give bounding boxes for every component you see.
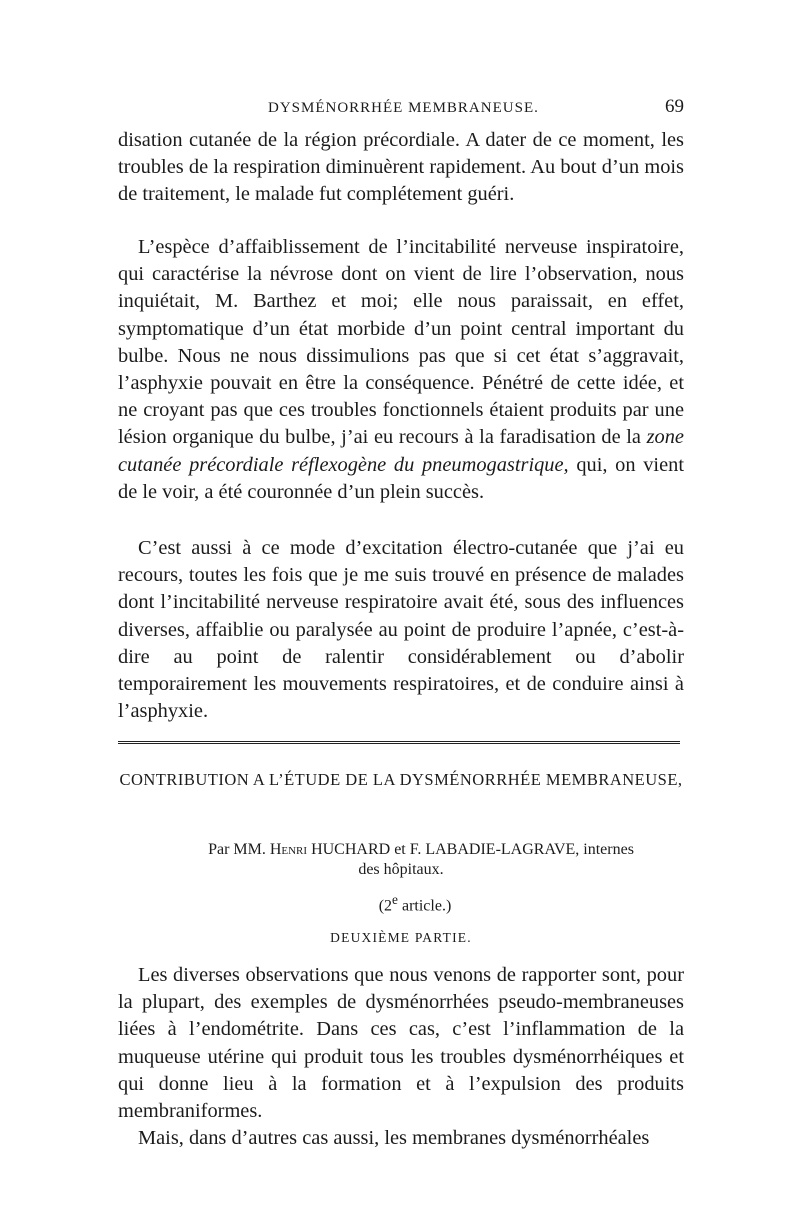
paragraph: Mais, dans d’autres cas aussi, les membranes dysménorrhéales [138,1127,650,1150]
paragraph-text: qui, on vient de le voir, a été couronnée d’un plein succès. [118,453,684,503]
byline-affiliation-line: des hôpitaux. [358,861,444,878]
author-name: F. LABADIE-LAGRAVE [409,841,576,858]
paragraph: C’est aussi à ce mode d’excitation électro-cutanée que j’ai eu recours, toutes les fois que je me suis trouvé en présence de malades dont l’incitabilité nerveuse respiratoire avait été, sous des influences diverses, affaiblie ou paralysée au point de produire l’apnée, c’est-à-dire au point de ralentir considérablement ou d’abolir temporairement les mouvements respiratoires, et de conduire ainsi à l’asphyxie. [118,537,684,723]
italic-phrase: zone cutanée précordiale réflexogène du pneumogastrique, [118,426,684,476]
paragraph: disation cutanée de la région précordiale. A dater de ce moment, les troubles de la respiration diminuèrent rapidement. Au bout d’un mois de traitement, le malade fut complétement guéri. [118,129,684,206]
section-divider [118,741,680,744]
part-heading: DEUXIÈME PARTIE. [330,930,472,945]
paragraph: Les diverses observations que nous venons de rapporter sont, pour la plupart, des exemples de dysménorrhées pseudo-membraneuses liées à l’endométrite. Dans ces cas, c’est l’inflammation de la muqueuse utérine qui produit tous les troubles dysménorrhéiques et qui donne lieu à la formation et à l’expulsion des produits membraniformes. [118,964,684,1123]
note-open: (2 [378,897,393,915]
page-number: 69 [665,96,684,117]
author-surname: HUCHARD [307,841,391,858]
paragraph-text: L’espèce d’affaiblissement de l’incitabilité nerveuse inspiratoire, qui caractérise la névrose dont on vient de lire l’observation, nous inquiétait, M. Barthez et moi; elle nous paraissait, en effet, symptomatique d’un état morbide d’un point central important du bulbe. Nous ne nous dissimulions pas que si cet état s’aggravait, l’asphyxie pouvait en être la conséquence. Pénétré de cette idée, et ne croyant pas que ces troubles fonctionnels étaient produits par une lésion organique du bulbe, j’ai eu recours à la faradisation de la [118,236,684,449]
byline-affiliation: , internes [575,841,634,858]
byline-conjunction: et [390,841,410,858]
running-title: DYSMÉNORRHÉE MEMBRANEUSE. [268,100,539,116]
byline-prefix: Par MM. [208,841,270,858]
note-close: article.) [397,897,452,915]
text-block-discussion [118,234,684,506]
paragraph [118,234,684,506]
byline-line [118,840,684,860]
text-block-continuation [118,127,684,209]
article-byline [118,840,684,880]
author-first-name: Henri [269,841,308,858]
article-title: CONTRIBUTION A L’ÉTUDE DE LA DYSMÉNORRHÉE MEMBRANEUSE, [119,770,683,789]
note-superscript: e [392,892,398,907]
article-installment-note [118,892,698,915]
text-block-conclusion [118,535,684,725]
running-head [118,96,684,126]
text-block-article [118,962,684,1152]
